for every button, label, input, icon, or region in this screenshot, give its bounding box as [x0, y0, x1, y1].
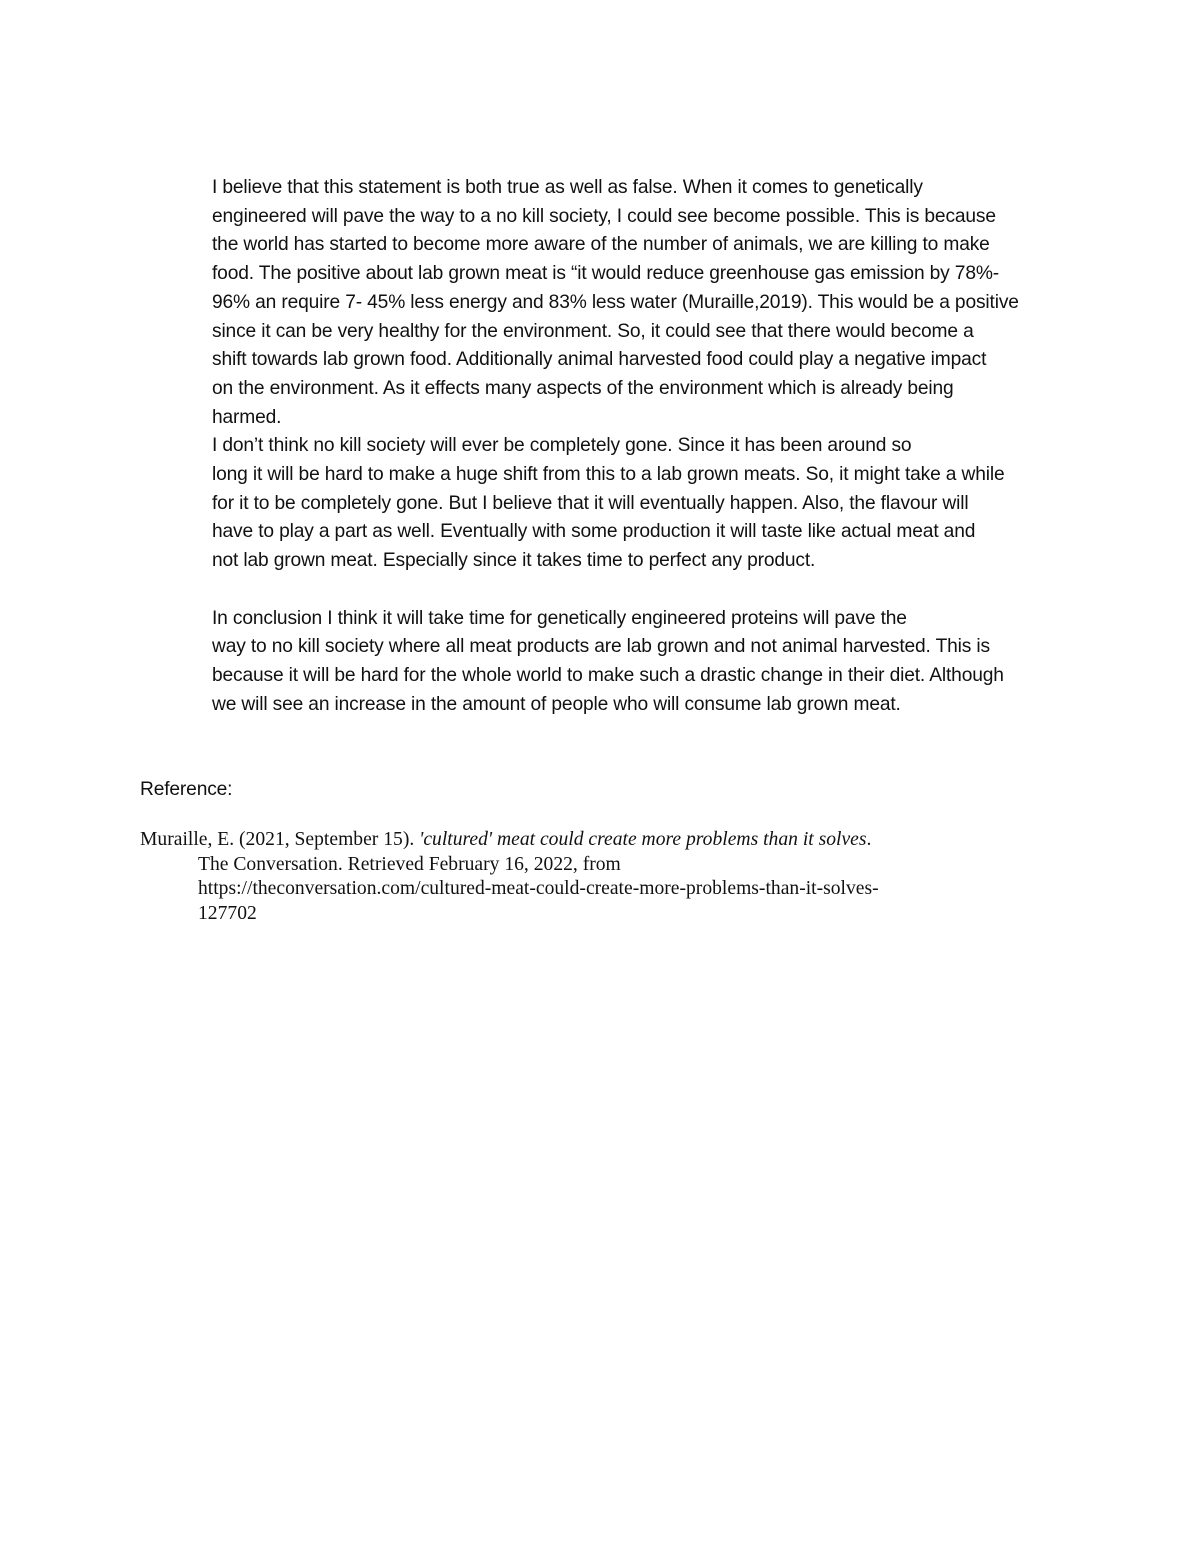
citation-title: 'cultured' meat could create more problems than it solves	[419, 829, 867, 850]
essay-body	[140, 174, 1064, 805]
text-line: on the environment. As it effects many aspects of the environment which is already being	[212, 377, 954, 399]
reference-entry	[140, 828, 1064, 926]
paragraph-3	[140, 605, 1064, 720]
citation-line-2: The Conversation. Retrieved February 16, 2022, from	[198, 853, 621, 875]
text-line: engineered will pave the way to a no kill society, I could see become possible. This is because	[212, 205, 996, 227]
text-line: way to no kill society where all meat products are lab grown and not animal harvested. This is	[212, 636, 990, 658]
text-line: I don’t think no kill society will ever be completely gone. Since it has been around so	[212, 435, 912, 457]
text-line: food. The positive about lab grown meat is “it would reduce greenhouse gas emission by 78%-	[212, 263, 999, 285]
text-line: because it will be hard for the whole world to make such a drastic change in their diet. Although	[212, 664, 1004, 686]
citation-url: https://theconversation.com/cultured-meat-could-create-more-problems-than-it-solves-	[198, 878, 879, 899]
text-line: long it will be hard to make a huge shift from this to a lab grown meats. So, it might take a while	[212, 464, 1005, 486]
text-line: 96% an require 7- 45% less energy and 83% less water (Muraille,2019). This would be a positive	[212, 291, 1019, 313]
reference-heading: Reference:	[140, 779, 233, 801]
text-line: we will see an increase in the amount of people who will consume lab grown meat.	[212, 693, 901, 715]
text-line: for it to be completely gone. But I believe that it will eventually happen. Also, the flavour will	[212, 492, 969, 514]
text-line: shift towards lab grown food. Additionally animal harvested food could play a negative impact	[212, 349, 987, 371]
text-line: have to play a part as well. Eventually with some production it will taste like actual meat and	[212, 521, 976, 543]
citation-url-end: 127702	[198, 902, 257, 924]
text-line: I believe that this statement is both true as well as false. When it comes to genetically	[212, 177, 923, 198]
citation-line-1	[140, 828, 1064, 853]
paragraph-2	[140, 432, 1064, 576]
paragraph-1	[140, 174, 1064, 432]
citation-title-end: .	[866, 829, 872, 850]
text-line: In conclusion I think it will take time for genetically engineered proteins will pave the	[212, 607, 907, 629]
citation-author-date: Muraille, E. (2021, September 15).	[140, 829, 420, 850]
text-line: not lab grown meat. Especially since it takes time to perfect any product.	[212, 550, 816, 572]
text-line: the world has started to become more aware of the number of animals, we are killing to make	[212, 234, 990, 256]
text-line: since it can be very healthy for the environment. So, it could see that there would become a	[212, 320, 974, 342]
text-line: harmed.	[212, 406, 282, 428]
